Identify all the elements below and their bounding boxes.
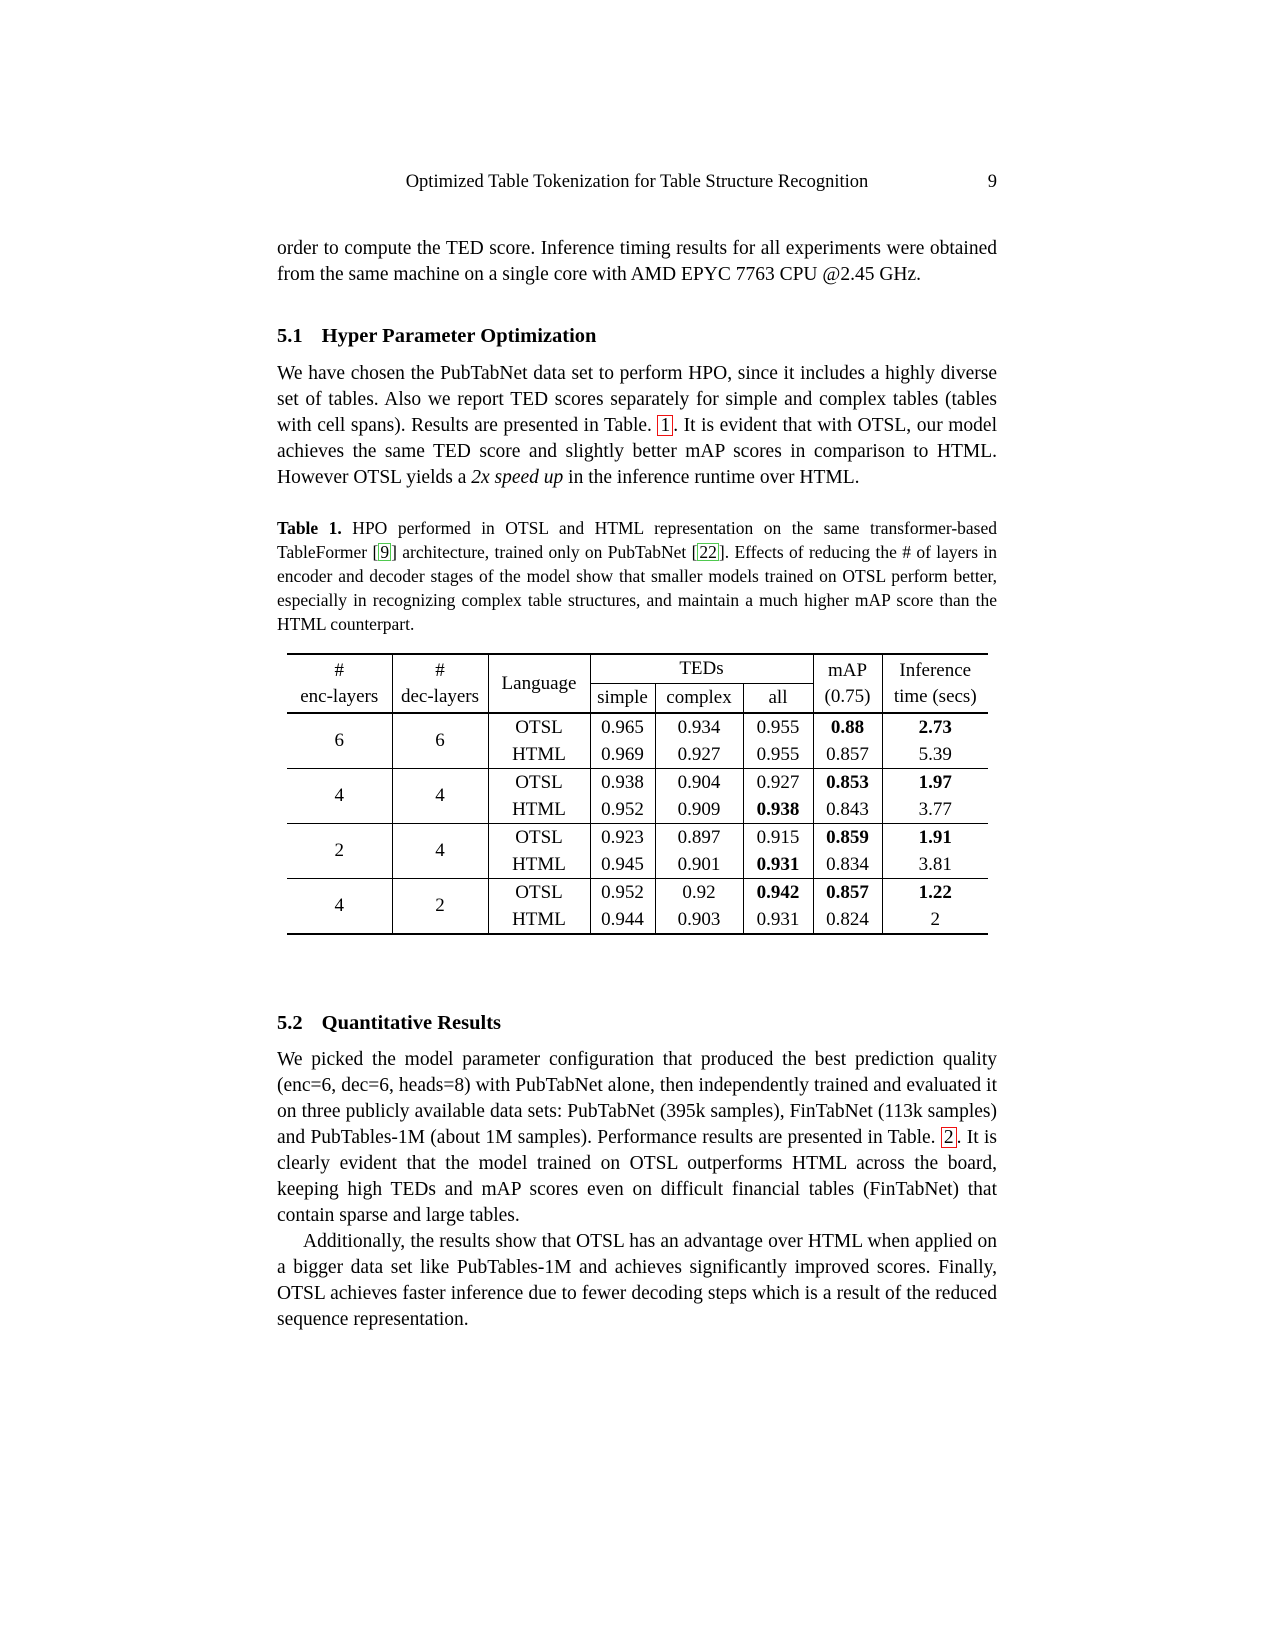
cell-teds-complex: 0.92 (655, 879, 743, 907)
header-line: mAP (827, 659, 868, 681)
cell-teds-simple: 0.952 (590, 796, 655, 824)
cell-inference-time: 3.77 (882, 796, 988, 824)
cell-teds-simple: 0.944 (590, 906, 655, 934)
bracket: [ (372, 542, 379, 562)
paragraph-text: We picked the model parameter configuration that produced the best prediction quality (enc=6, dec=6, heads=8) with PubTabNet alone, then independently trained and evaluated it on three publicly available data sets: PubTabNet (395k samples), FinTabNet (113k samples) and PubTables-1M (about 1M samples). Performance results are presented in Table. (277, 1049, 997, 1148)
cell-teds-simple: 0.969 (590, 741, 655, 769)
cell-map: 0.859 (813, 824, 882, 852)
paragraph-text: We have chosen the PubTabNet data set to perform HPO, since it includes a highly diverse set of tables. Also we report TED scores separately for simple and complex tables (tables with cell spans). Results are presented in Table. (277, 363, 997, 436)
table-1-caption (277, 516, 997, 636)
cell-teds-simple: 0.938 (590, 769, 655, 797)
running-header-title: Optimized Table Tokenization for Table Structure Recognition (405, 172, 869, 192)
col-header-inference (882, 654, 988, 713)
bracket: ] (718, 542, 725, 562)
bracket: [ (691, 542, 698, 562)
header-line: time (secs) (893, 685, 977, 707)
col-header-complex: complex (655, 684, 743, 714)
header-line: dec-layers (400, 685, 480, 707)
col-header-simple: simple (590, 684, 655, 714)
col-header-enc-layers (287, 654, 392, 713)
cell-map: 0.857 (813, 879, 882, 907)
col-header-all: all (743, 684, 813, 714)
caption-label: Table 1. (277, 518, 342, 538)
cell-inference-time: 2 (882, 906, 988, 934)
col-header-language: Language (488, 654, 590, 713)
caption-text: HPO performed in OTSL and HTML representation on the same transformer-based TableFormer (277, 518, 997, 562)
col-header-teds: TEDs (590, 654, 813, 684)
section-number: 5.1 (277, 325, 303, 347)
cell-teds-all: 0.955 (743, 713, 813, 741)
section-title: Hyper Parameter Optimization (321, 325, 597, 347)
text-column (277, 170, 997, 1333)
cell-inference-time: 1.91 (882, 824, 988, 852)
language-cell: HTML (488, 851, 590, 879)
section-heading-5-2 (277, 1011, 997, 1035)
header-line: (0.75) (824, 685, 871, 707)
table-row (287, 879, 988, 907)
language-cell: HTML (488, 741, 590, 769)
cell-teds-simple: 0.923 (590, 824, 655, 852)
emphasized-text: 2x speed up (471, 467, 564, 488)
table-1 (287, 653, 988, 935)
cell-map: 0.834 (813, 851, 882, 879)
language-cell: OTSL (488, 769, 590, 797)
cell-teds-simple: 0.952 (590, 879, 655, 907)
cell-inference-time: 5.39 (882, 741, 988, 769)
cell-map: 0.857 (813, 741, 882, 769)
table-1-header (287, 654, 988, 713)
cell-inference-time: 1.22 (882, 879, 988, 907)
enc-layers-cell: 6 (287, 713, 392, 769)
table-1-reference-link[interactable]: 1 (657, 415, 673, 436)
cell-teds-all: 0.931 (743, 851, 813, 879)
cell-teds-all: 0.942 (743, 879, 813, 907)
paragraph-text: . It is evident that with OTSL, our model achieves the same TED score and slightly better mAP scores in comparison to HTML. However OTSL yields a (277, 415, 997, 488)
section-number: 5.2 (277, 1012, 303, 1034)
col-header-map (813, 654, 882, 713)
cell-teds-complex: 0.927 (655, 741, 743, 769)
cell-teds-all: 0.931 (743, 906, 813, 934)
citation-22-link[interactable]: 22 (699, 542, 717, 562)
bracket: ] (391, 542, 397, 562)
cell-teds-all: 0.955 (743, 741, 813, 769)
cell-teds-all: 0.938 (743, 796, 813, 824)
enc-layers-cell: 4 (287, 769, 392, 824)
language-cell: OTSL (488, 879, 590, 907)
caption-text: . Effects of reducing the # of layers in encoder and decoder stages of the model show that smaller models trained on OTSL perform better, especially in recognizing complex table structures, and maintain a much higher mAP score than the HTML counterpart. (277, 542, 997, 634)
section-heading-5-1 (277, 324, 997, 348)
enc-layers-cell: 2 (287, 824, 392, 879)
table-row (287, 824, 988, 852)
cell-teds-all: 0.915 (743, 824, 813, 852)
paragraph-5-1 (277, 361, 997, 491)
intro-paragraph: order to compute the TED score. Inference timing results for all experiments were obtained from the same machine on a single core with AMD EPYC 7763 CPU @2.45 GHz. (277, 238, 997, 285)
header-line: Inference (899, 659, 972, 681)
cell-teds-complex: 0.934 (655, 713, 743, 741)
language-cell: OTSL (488, 824, 590, 852)
cell-teds-simple: 0.945 (590, 851, 655, 879)
cell-inference-time: 3.81 (882, 851, 988, 879)
citation-9-link[interactable]: 9 (380, 542, 390, 562)
header-line: # (435, 659, 445, 681)
language-cell: HTML (488, 906, 590, 934)
table-row (287, 713, 988, 741)
dec-layers-cell: 4 (392, 824, 488, 879)
running-header (277, 170, 997, 194)
header-line: enc-layers (300, 685, 379, 707)
table-row (287, 769, 988, 797)
cell-map: 0.88 (813, 713, 882, 741)
dec-layers-cell: 4 (392, 769, 488, 824)
cell-map: 0.824 (813, 906, 882, 934)
section-title: Quantitative Results (321, 1012, 501, 1034)
caption-text: architecture, trained only on PubTabNet (396, 542, 692, 562)
dec-layers-cell: 6 (392, 713, 488, 769)
cell-teds-complex: 0.909 (655, 796, 743, 824)
paragraph-text: . It is clearly evident that the model trained on OTSL outperforms HTML across the board, keeping high TEDs and mAP scores even on difficult financial tables (FinTabNet) that contain sparse and large tables. (277, 1127, 998, 1226)
table-2-reference-link[interactable]: 2 (941, 1127, 957, 1148)
cell-teds-complex: 0.903 (655, 906, 743, 934)
language-cell: HTML (488, 796, 590, 824)
page-number: 9 (987, 172, 997, 192)
paragraph-5-2-b: Additionally, the results show that OTSL has an advantage over HTML when applied on a bigger data set like PubTables-1M and achieves significantly improved scores. Finally, OTSL achieves faster inference due to fewer decoding steps which is a result of the reduced sequence representation. (277, 1231, 997, 1330)
cell-inference-time: 2.73 (882, 713, 988, 741)
cell-teds-complex: 0.901 (655, 851, 743, 879)
cell-teds-all: 0.927 (743, 769, 813, 797)
cell-map: 0.843 (813, 796, 882, 824)
col-header-dec-layers (392, 654, 488, 713)
table-1-body (287, 713, 988, 934)
cell-inference-time: 1.97 (882, 769, 988, 797)
cell-teds-complex: 0.904 (655, 769, 743, 797)
language-cell: OTSL (488, 713, 590, 741)
cell-map: 0.853 (813, 769, 882, 797)
enc-layers-cell: 4 (287, 879, 392, 935)
dec-layers-cell: 2 (392, 879, 488, 935)
paragraph-text: in the inference runtime over HTML. (563, 467, 860, 488)
header-line: # (334, 659, 344, 681)
cell-teds-complex: 0.897 (655, 824, 743, 852)
cell-teds-simple: 0.965 (590, 713, 655, 741)
paragraph-5-2 (277, 1047, 997, 1229)
